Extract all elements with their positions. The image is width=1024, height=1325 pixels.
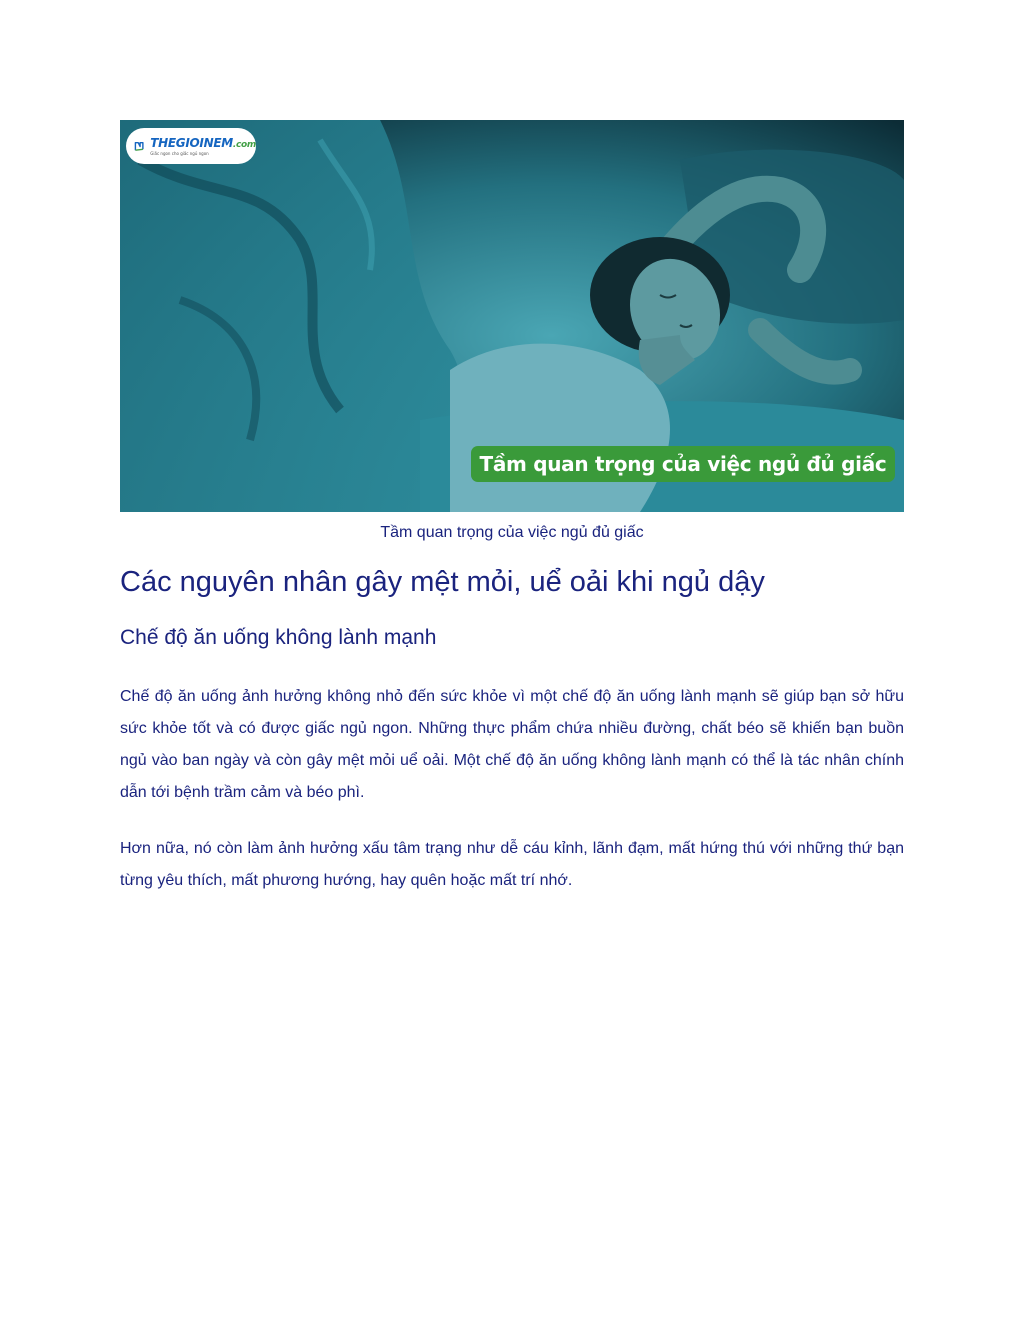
brand-mark-icon [134, 135, 144, 157]
logo-tagline: Giấc ngon cho giấc ngủ ngon [150, 150, 209, 156]
paragraph-diet: Chế độ ăn uống ảnh hưởng không nhỏ đến sức khỏe vì một chế độ ăn uống lành mạnh sẽ giúp bạn sở hữu sức khỏe tốt và có được giấc ngủ ngon. Những thực phẩm chứa nhiều đường, chất béo sẽ khiến bạn buồn ngủ vào ban ngày và còn gây mệt mỏi uể oải. Một chế độ ăn uống không lành mạnh có thể là tác nhân chính dẫn tới bệnh trầm cảm và béo phì. [120, 688, 904, 801]
logo-suffix: .com [232, 139, 256, 150]
hero-image [120, 120, 904, 512]
section-heading: Các nguyên nhân gây mệt mỏi, uể oải khi ngủ dậy [120, 566, 765, 598]
subsection-heading: Chế độ ăn uống không lành mạnh [120, 626, 437, 649]
image-caption: Tầm quan trọng của việc ngủ đủ giấc [380, 524, 644, 541]
brand-logo [126, 128, 256, 164]
logo-name: THEGIOINEM [150, 135, 233, 150]
paragraph-mood: Hơn nữa, nó còn làm ảnh hưởng xấu tâm trạng như dễ cáu kỉnh, lãnh đạm, mất hứng thú với những thứ bạn từng yêu thích, mất phương hướng, hay quên hoặc mất trí nhớ. [120, 840, 904, 889]
image-banner: Tầm quan trọng của việc ngủ đủ giấc [471, 446, 895, 482]
